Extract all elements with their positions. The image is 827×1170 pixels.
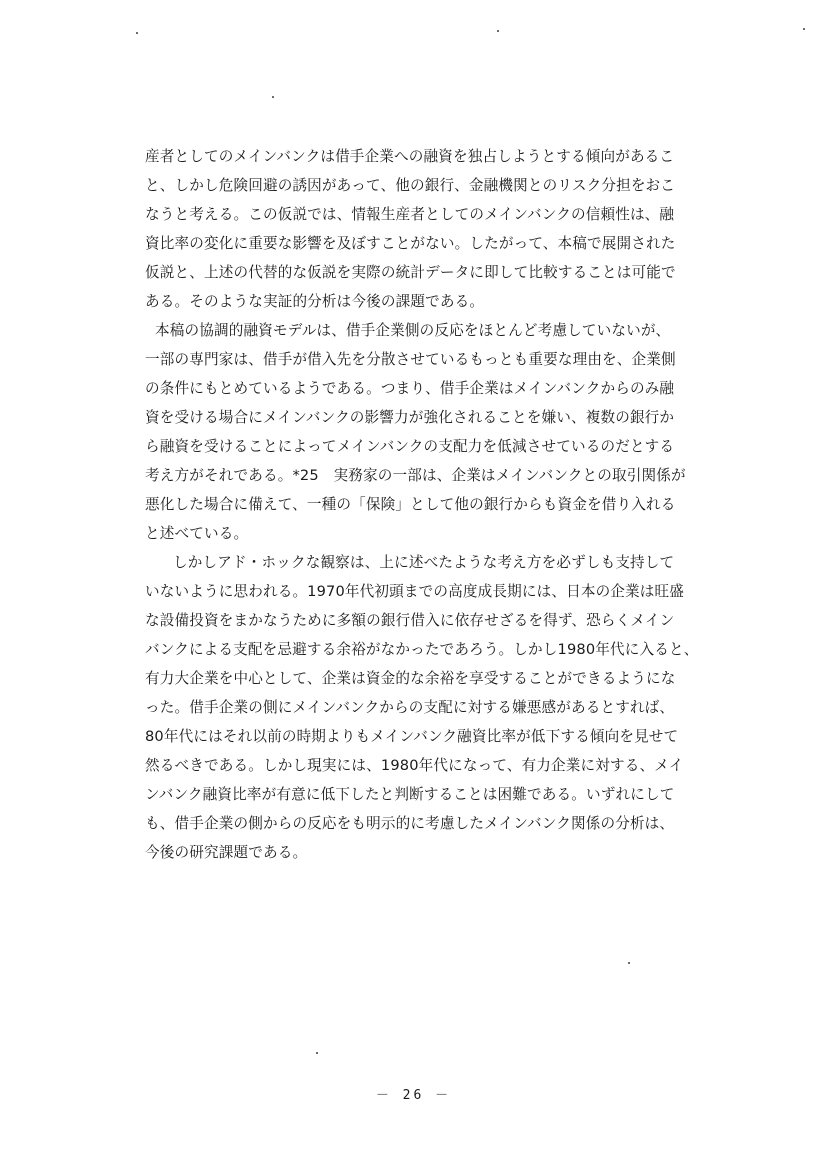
scan-speck (272, 96, 274, 98)
text-line: 本稿の協調的融資モデルは、借手企業側の反応をほとんど考慮していないが、 (155, 322, 671, 339)
text-line: 仮説と、上述の代替的な仮説を実際の統計データに即して比較することは可能で (145, 264, 676, 281)
text-line: 考え方がそれである。*25 実務家の一部は、企業はメインバンクとの取引関係が (145, 467, 686, 484)
text-line: 資を受ける場合にメインバンクの影響力が強化されることを嫌い、複数の銀行か (145, 409, 675, 426)
text-line: 悪化した場合に備えて、一種の「保険」として他の銀行からも資金を借り入れる (145, 496, 676, 513)
text-line: 資比率の変化に重要な影響を及ぼすことがない。したがって、本稿で展開された (145, 235, 676, 252)
text-line: の条件にもとめているようである。つまり、借手企業はメインバンクからのみ融 (145, 380, 675, 397)
text-line: ら融資を受けることによってメインバンクの支配力を低減させているのだとする (145, 438, 675, 455)
text-line: と述べている。 (145, 525, 249, 542)
text-line: ある。そのような実証的分析は今後の課題である。 (145, 293, 485, 310)
text-line: 今後の研究課題である。 (145, 844, 308, 861)
scan-speck (316, 1052, 318, 1054)
scan-speck (497, 30, 499, 32)
text-line: ンバンク融資比率が有意に低下したと判断することは困難である。いずれにして (145, 786, 675, 803)
text-line: った。借手企業の側にメインバンクからの支配に対する嫌悪感があるとすれば、 (145, 699, 675, 716)
scan-speck (136, 32, 138, 34)
text-line: いないように思われる。1970年代初頭までの高度成長期には、日本の企業は旺盛 (145, 583, 685, 600)
page-number: － 26 － (375, 1088, 452, 1103)
text-line: と、しかし危険回避の誘因があって、他の銀行、金融機関とのリスク分担をおこ (145, 177, 676, 194)
body-text (145, 142, 705, 867)
text-line: 80年代にはそれ以前の時期よりもメインバンク融資比率が低下する傾向を見せて (145, 728, 679, 745)
text-line: 産者としてのメインバンクは借手企業への融資を独占しようとする傾向があるこ (145, 148, 675, 165)
scan-speck (803, 28, 805, 30)
text-line: 一部の専門家は、借手が借入先を分散させているもっとも重要な理由を、企業側 (145, 351, 676, 368)
text-line: しかしアド・ホックな観察は、上に述べたような考え方を必ずしも支持して (173, 554, 675, 571)
text-line: バンクによる支配を忌避する余裕がなかったであろう。しかし1980年代に入ると、 (145, 641, 699, 658)
text-line: も、借手企業の側からの反応をも明示的に考慮したメインバンク関係の分析は、 (145, 815, 675, 832)
text-line: なうと考える。この仮説では、情報生産者としてのメインバンクの信頼性は、融 (145, 206, 675, 223)
text-line: な設備投資をまかなうために多額の銀行借入に依存せざるを得ず、恐らくメイン (145, 612, 675, 629)
text-line: 有力大企業を中心として、企業は資金的な余裕を享受することができるようにな (145, 670, 676, 687)
scan-speck (628, 962, 630, 964)
text-line: 然るべきである。しかし現実には、1980年代になって、有力企業に対する、メイ (145, 757, 684, 774)
